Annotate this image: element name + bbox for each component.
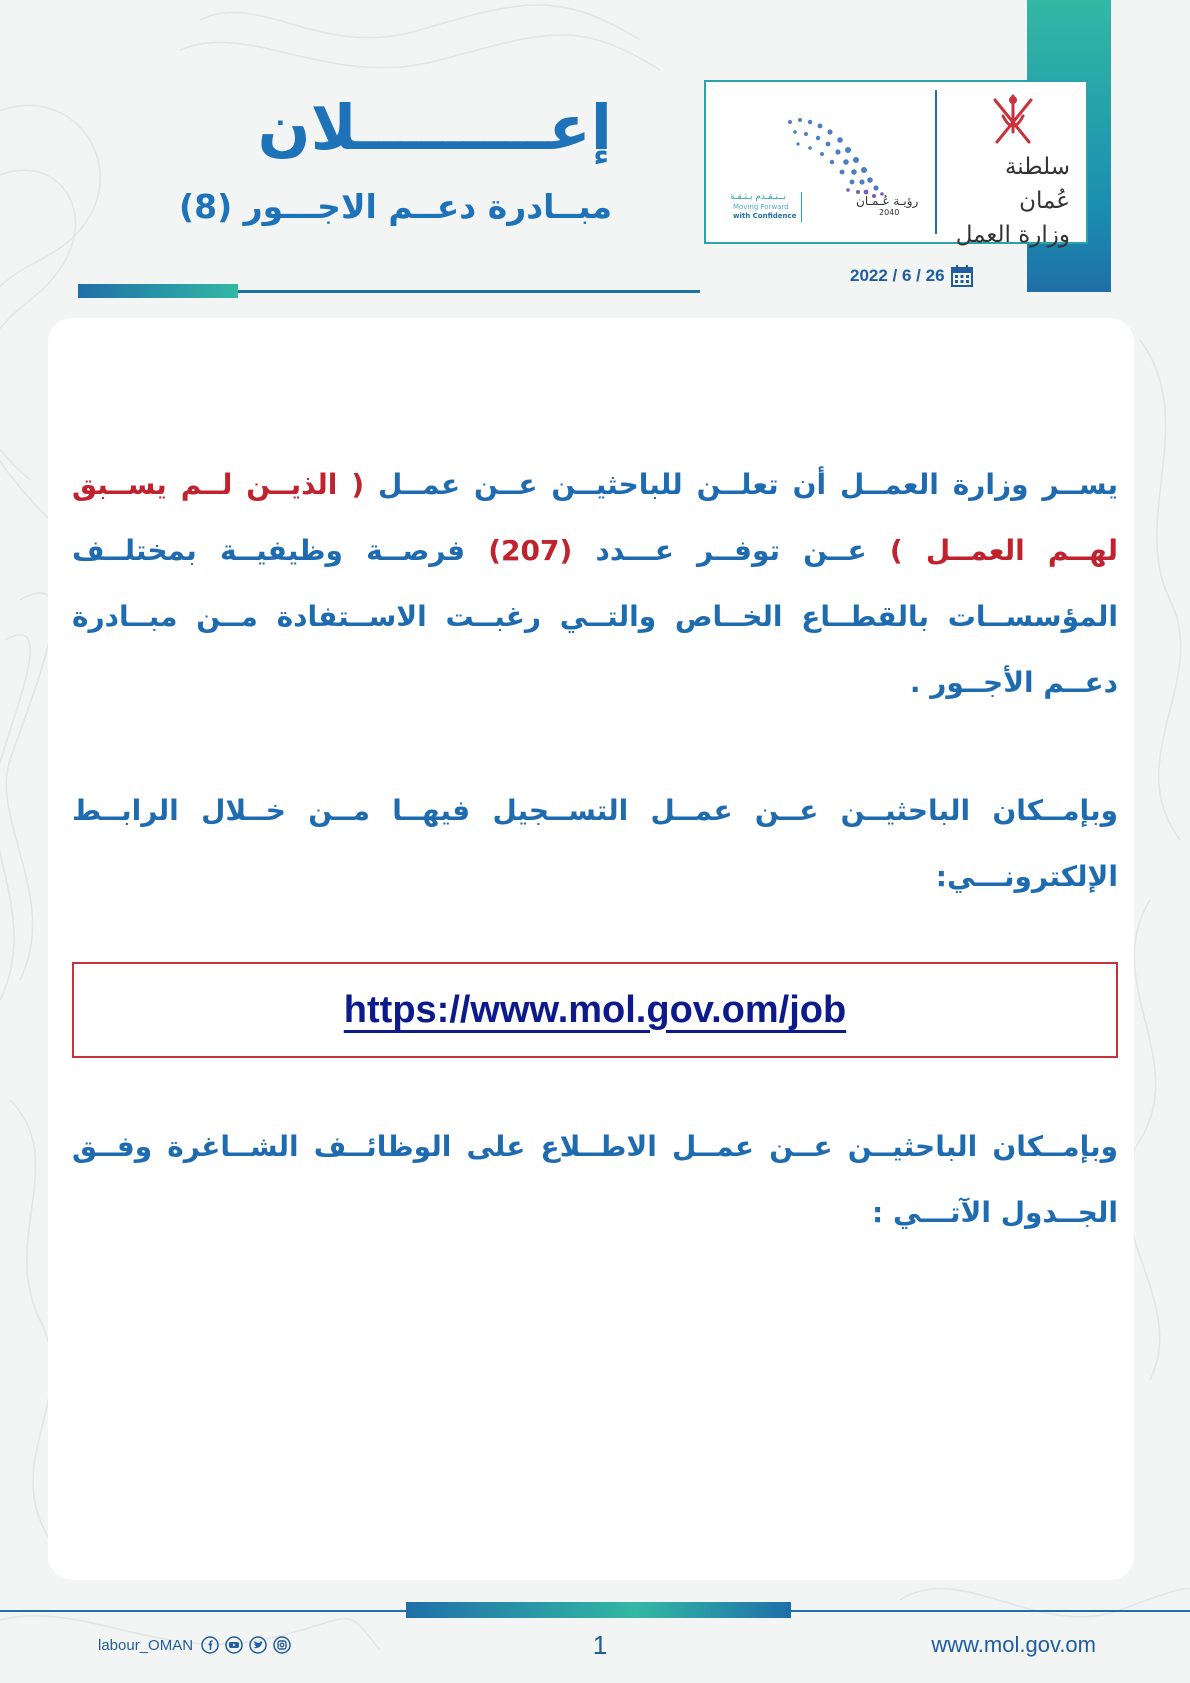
moving-divider (801, 192, 802, 222)
vision-year: 2040 (879, 208, 900, 217)
calendar-icon (951, 265, 973, 287)
facebook-icon[interactable] (201, 1636, 219, 1654)
registration-paragraph: وبإمــكان الباحثيــن عــن عمــل التســجيل فيهــا مــن خــلال الرابــط الإلكترونـــي: (72, 794, 1118, 893)
youtube-icon[interactable] (225, 1636, 243, 1654)
ministry-line-2: وزارة العمل (955, 222, 1070, 248)
twitter-icon[interactable] (249, 1636, 267, 1654)
paragraph-text: فرصــة وظيفيــة بمختلــف المؤسســات بالقطــاع الخــاص والتــي رغبــت الاســتفادة مــن مبــادرة دعــم الأجــور . (72, 534, 1118, 699)
ministry-line-1: سلطنة عُمان (1004, 154, 1070, 214)
footer-website-link[interactable]: www.mol.gov.om (931, 1632, 1096, 1657)
paragraph-text: يســر وزارة العمــل أن تعلــن للباحثيــن عــن عمــل (364, 468, 1118, 501)
moving-forward-arabic: نــتـقـدم بـثـقـة (730, 192, 786, 202)
highlight-count: (207) (488, 534, 573, 567)
with-confidence-english: with Confidence (733, 212, 797, 220)
moving-forward-english: Moving Forward (733, 203, 789, 211)
instagram-icon[interactable] (273, 1636, 291, 1654)
vacancies-paragraph: وبإمــكان الباحثيــن عــن عمــل الاطــلاع على الوظائــف الشــاغرة وفــق الجــدول الآتـــي : (72, 1130, 1118, 1229)
header-divider-accent (78, 284, 238, 298)
footer-social (98, 1636, 291, 1654)
paragraph-text: عــن توفــر عـــدد (572, 534, 890, 567)
logo-divider (935, 90, 937, 234)
announcement-date (850, 264, 973, 288)
announcement-paragraph (72, 452, 1118, 716)
date-text: 2022 / 6 / 26 (850, 266, 945, 285)
highlight-eligibility: ( الذيــن لــم يســبق لهــم العمــل ) (72, 468, 1118, 567)
page-subtitle: مبــادرة دعــم الاجـــور (8) (179, 187, 612, 226)
registration-link[interactable]: https://www.mol.gov.om/job (343, 988, 847, 1031)
logo-box (704, 80, 1088, 248)
page-number: 1 (592, 1630, 608, 1660)
registration-link-box (72, 962, 1118, 1058)
vision-label: رؤيـة عُـمـان (856, 194, 919, 208)
oman-emblem-icon (983, 92, 1043, 150)
page-title: إعـــــــــلان (257, 91, 612, 164)
footer-accent-bar (406, 1602, 791, 1618)
social-handle: labour_OMAN (98, 1636, 194, 1654)
ministry-name (950, 150, 1070, 252)
